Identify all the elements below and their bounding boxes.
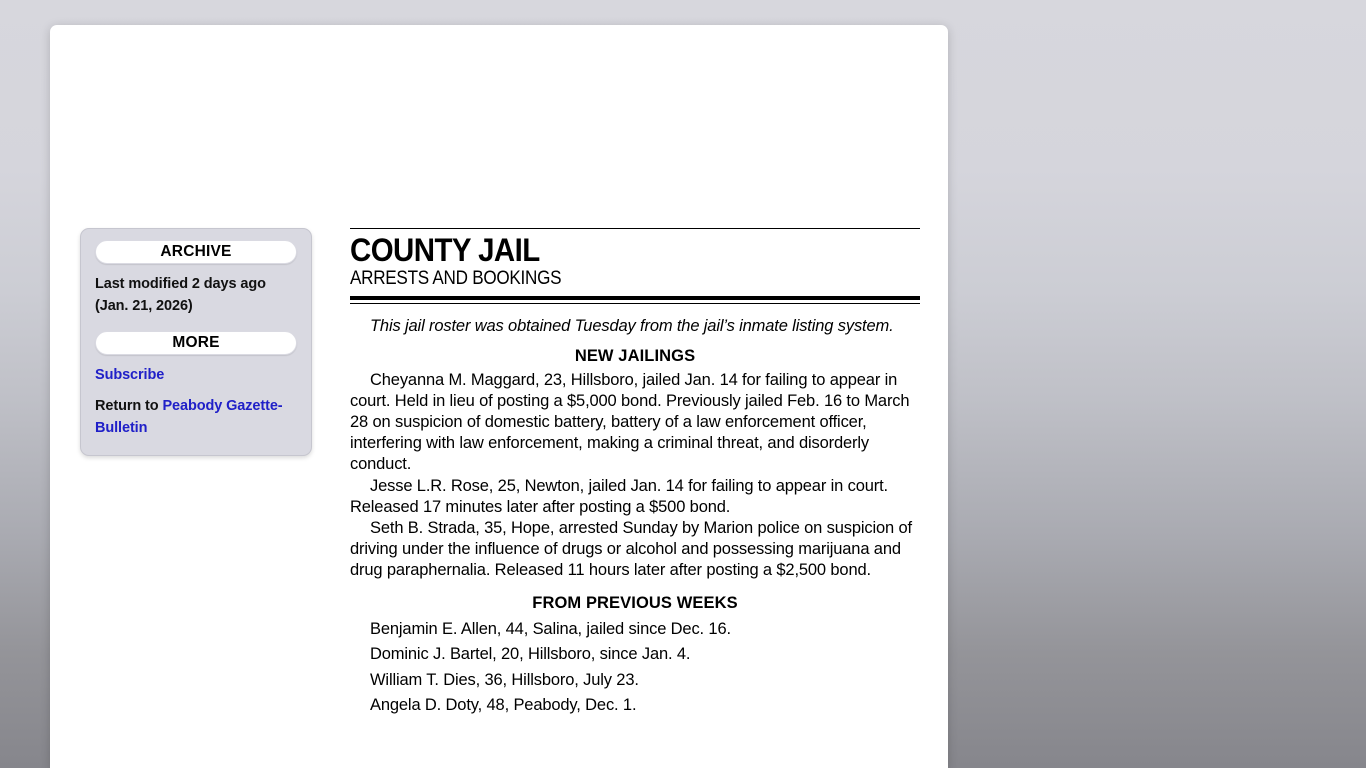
peabody-gazette-bulletin-link[interactable]: Peabody Gazette-Bulletin bbox=[95, 398, 283, 437]
page-subtitle: ARRESTS AND BOOKINGS bbox=[350, 268, 562, 289]
page-title: COUNTY JAIL bbox=[350, 232, 540, 268]
previous-week-entry: William T. Dies, 36, Hillsboro, July 23. bbox=[370, 670, 639, 689]
return-prefix-label: Return to bbox=[95, 398, 163, 415]
last-modified-text: Last modified 2 days ago (Jan. 21, 2026) bbox=[95, 276, 266, 315]
masthead-thin-rule bbox=[350, 303, 920, 304]
sidebar bbox=[80, 228, 312, 456]
page-card bbox=[50, 25, 948, 768]
previous-week-entry: Angela D. Doty, 48, Peabody, Dec. 1. bbox=[370, 696, 637, 715]
jailing-entry: Jesse L.R. Rose, 25, Newton, jailed Jan. 14 for failing to appear in court. Released 17 minutes later after posting a $500 bond. bbox=[350, 476, 888, 516]
article-column bbox=[350, 228, 920, 719]
standfirst: This jail roster was obtained Tuesday from the jail’s inmate listing system. bbox=[370, 316, 894, 335]
masthead-top-rule bbox=[350, 228, 920, 229]
subscribe-row bbox=[95, 364, 297, 386]
previous-week-entry: Benjamin E. Allen, 44, Salina, jailed since Dec. 16. bbox=[370, 619, 731, 638]
jailing-entry: Seth B. Strada, 35, Hope, arrested Sunday by Marion police on suspicion of driving under the influence of drugs or alcohol and possessing marijuana and drug paraphernalia. Released 11 hours later after posting a $2,500 bond. bbox=[350, 518, 912, 580]
sidebar-header-archive: ARCHIVE bbox=[95, 240, 297, 264]
previous-week-entry: Dominic J. Bartel, 20, Hillsboro, since Jan. 4. bbox=[370, 645, 691, 664]
section-heading-new-jailings: NEW JAILINGS bbox=[574, 346, 696, 365]
sidebar-header-more: MORE bbox=[95, 331, 297, 355]
jailing-entry: Cheyanna M. Maggard, 23, Hillsboro, jailed Jan. 14 for failing to appear in court. Held in lieu of posting a $5,000 bond. Previously jailed Feb. 16 to March 28 on suspicion of domestic battery, battery of a law enforcement officer, interfering with law enforcement, making a criminal threat, and disorderly conduct. bbox=[350, 370, 910, 474]
section-heading-previous-weeks: FROM PREVIOUS WEEKS bbox=[532, 593, 738, 612]
return-row bbox=[95, 395, 297, 439]
masthead-thick-rule bbox=[350, 296, 920, 300]
subscribe-link[interactable]: Subscribe bbox=[95, 367, 165, 384]
